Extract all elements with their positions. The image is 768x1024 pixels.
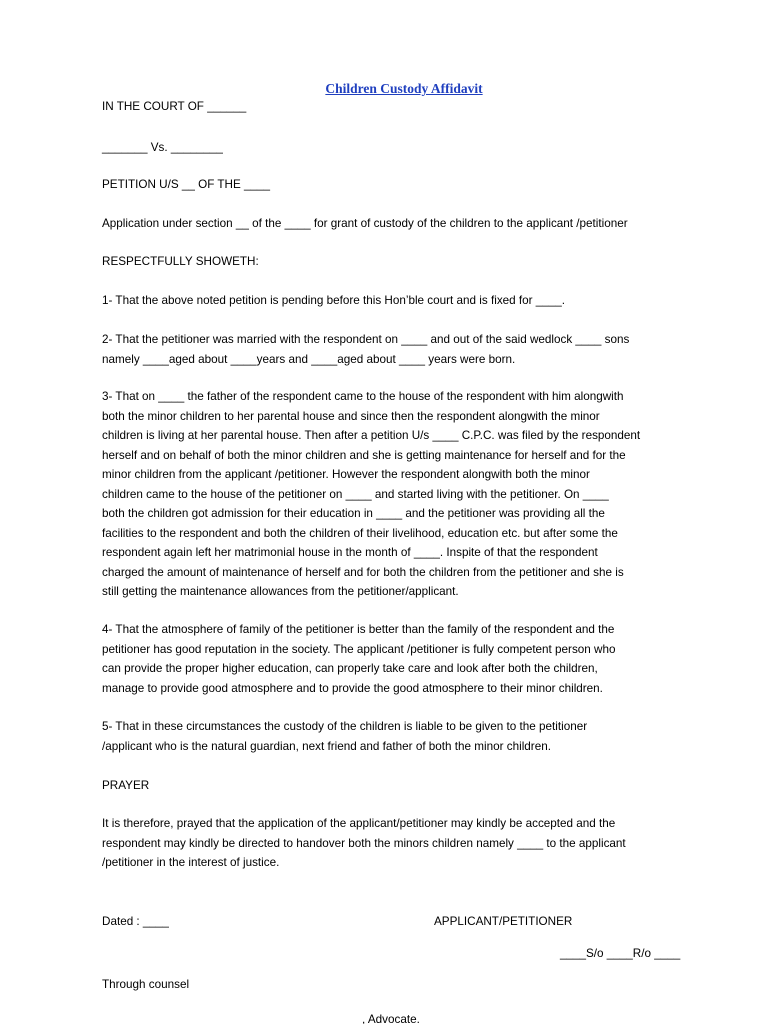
prayer-line: respondent may kindly be directed to handover both the minors children namely ____ to the applicant: [102, 836, 626, 850]
prayer-line: /petitioner in the interest of justice.: [102, 856, 280, 869]
paragraph-4-line: petitioner has good reputation in the society. The applicant /petitioner is fully competent person who: [102, 642, 616, 656]
paragraph-3-line: herself and on behalf of both the minor children and she is getting maintenance for herself and for the: [102, 448, 626, 462]
paragraph-3-line: both the children got admission for their education in ____ and the petitioner was providing all the: [102, 507, 605, 520]
paragraph-5-line: 5- That in these circumstances the custody of the children is liable to be given to the petitioner: [102, 720, 588, 733]
parties-line: _______ Vs. ________: [102, 141, 223, 154]
prayer-paragraph: [102, 814, 692, 873]
paragraph-3: [102, 387, 692, 602]
through-counsel-label: Through counsel: [102, 978, 190, 991]
paragraph-3-line: both the minor children to her parental house and since then the respondent alongwith the minor: [102, 409, 600, 423]
so-ro-line: ____S/o ____R/o ____: [560, 947, 681, 960]
prayer-heading: PRAYER: [102, 779, 150, 792]
paragraph-2-line: 2- That the petitioner was married with the respondent on ____ and out of the said wedlock ____ sons: [102, 333, 630, 346]
paragraph-3-line: minor children from the applicant /petitioner. However the respondent alongwith both the minor: [102, 468, 590, 481]
paragraph-3-line: still getting the maintenance allowances from the petitioner/applicant.: [102, 585, 459, 598]
paragraph-4: [102, 620, 692, 698]
petition-line: PETITION U/S __ OF THE ____: [102, 178, 271, 191]
paragraph-5-line: /applicant who is the natural guardian, next friend and father of both the minor children.: [102, 739, 551, 753]
paragraph-5: [102, 717, 692, 756]
paragraph-4-line: can provide the proper higher education, can properly take care and look after both the children,: [102, 662, 598, 675]
court-line: IN THE COURT OF ______: [102, 100, 247, 113]
document-title: Children Custody Affidavit: [325, 81, 483, 96]
paragraph-4-line: manage to provide good atmosphere and to provide the good atmosphere to their minor children.: [102, 681, 603, 695]
respectfully-showeth-heading: RESPECTFULLY SHOWETH:: [102, 255, 259, 268]
paragraph-1-line: 1- That the above noted petition is pending before this Hon’ble court and is fixed for ____.: [102, 294, 566, 307]
paragraph-3-line: 3- That on ____ the father of the respondent came to the house of the respondent with him alongwith: [102, 390, 624, 403]
paragraph-1: [102, 291, 692, 311]
applicant-petitioner-label: APPLICANT/PETITIONER: [434, 915, 573, 928]
paragraph-2-line: namely ____aged about ____years and ____aged about ____ years were born.: [102, 352, 516, 366]
paragraph-3-line: children came to the house of the petitioner on ____ and started living with the petitioner. On ____: [102, 487, 609, 501]
paragraph-3-line: children is living at her parental house. Then after a petition U/s ____ C.P.C. was filed by the respondent: [102, 429, 641, 442]
dated-field: Dated : ____: [102, 915, 169, 928]
paragraph-3-line: respondent again left her matrimonial house in the month of ____. Inspite of that the respondent: [102, 546, 598, 559]
advocate-label: , Advocate.: [362, 1013, 420, 1024]
paragraph-2: [102, 330, 692, 369]
paragraph-3-line: charged the amount of maintenance of herself and for both the children from the petitioner and she is: [102, 565, 624, 579]
prayer-line: It is therefore, prayed that the application of the applicant/petitioner may kindly be accepted and the: [102, 817, 616, 830]
paragraph-4-line: 4- That the atmosphere of family of the petitioner is better than the family of the respondent and the: [102, 623, 615, 636]
application-line: Application under section __ of the ____ for grant of custody of the children to the applicant /petitioner: [102, 217, 628, 230]
paragraph-3-line: facilities to the respondent and both the children of their livelihood, education etc. but after some the: [102, 526, 618, 540]
